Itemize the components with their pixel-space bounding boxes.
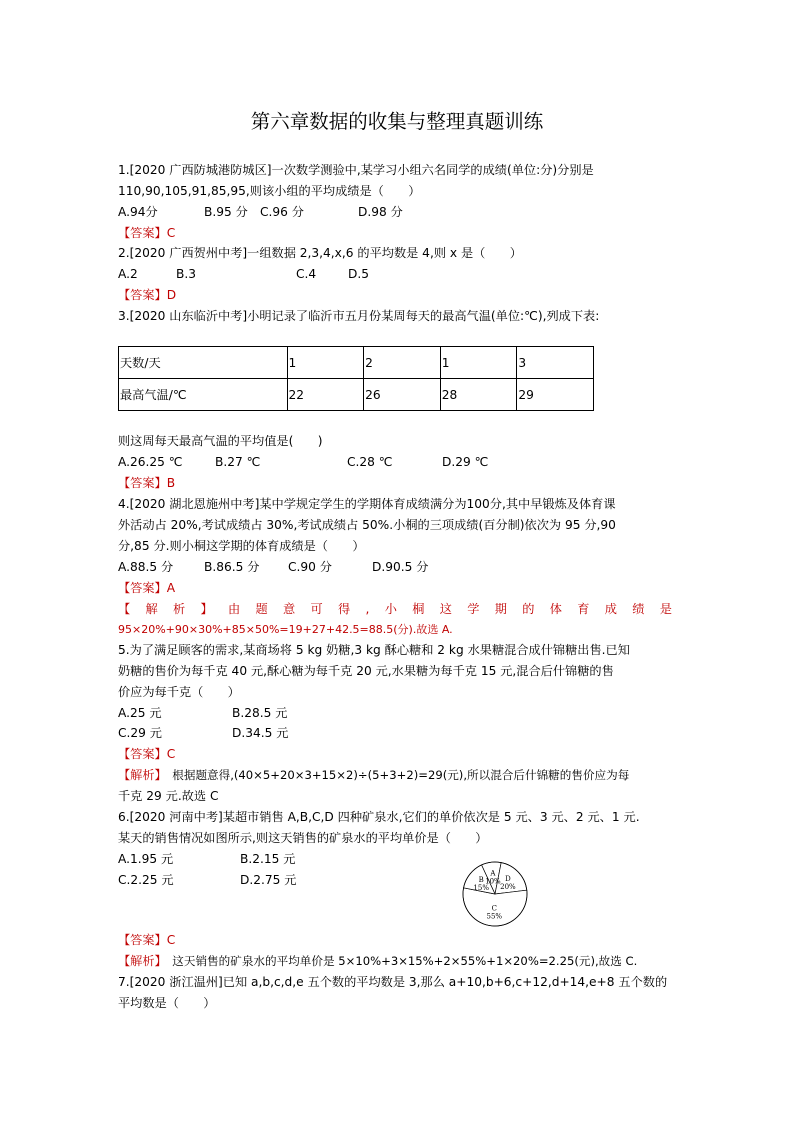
q4-option-a: A.88.5 分 xyxy=(118,560,174,574)
table-cell: 天数/天 xyxy=(119,347,288,379)
q1-option-c: C.96 分 xyxy=(260,205,304,219)
q6-option-c: C.2.25 元 xyxy=(118,873,174,887)
analysis-char: 成 xyxy=(604,602,617,616)
q5-answer: 【答案】C xyxy=(118,747,176,761)
q5-analysis-line-2: 千克 29 元.故选 C xyxy=(118,789,219,803)
q7-stem-line-1: 7.[2020 浙江温州]已知 a,b,c,d,e 五个数的平均数是 3,那么 a+10,b+6,c+12,d+14,e+8 五个数的 xyxy=(118,975,668,989)
analysis-label: 【解析】 xyxy=(118,954,161,968)
analysis-char: 题 xyxy=(255,602,268,616)
q2-option-a: A.2 xyxy=(118,267,138,281)
q2-option-c: C.4 xyxy=(296,267,317,281)
q1-stem-line-1: 1.[2020 广西防城港防城区]一次数学测验中,某学习小组六名同学的成绩(单位:分)分别是 xyxy=(118,163,594,177)
q6-answer: 【答案】C xyxy=(118,933,176,947)
q2-option-b: B.3 xyxy=(176,267,196,281)
table-cell: 1 xyxy=(287,347,364,379)
q4-option-b: B.86.5 分 xyxy=(204,560,260,574)
q1-option-a: A.94分 xyxy=(118,205,158,219)
q5-option-d: D.34.5 元 xyxy=(232,726,289,740)
q1-stem-line-2: 110,90,105,91,85,95,则该小组的平均成绩是（ ） xyxy=(118,184,421,198)
analysis-char: 期 xyxy=(494,602,507,616)
q4-stem-line-1: 4.[2020 湖北恩施州中考]某中学规定学生的学期体育成绩满分为100分,其中早锻炼及体育课 xyxy=(118,497,616,511)
table-row xyxy=(119,379,594,411)
analysis-char: 绩 xyxy=(632,602,645,616)
analysis-char: 桐 xyxy=(412,602,425,616)
q2-stem: 2.[2020 广西贺州中考]一组数据 2,3,4,x,6 的平均数是 4,则 x 是（ ） xyxy=(118,246,522,260)
table-cell: 最高气温/℃ xyxy=(119,379,288,411)
q3-option-a: A.26.25 ℃ xyxy=(118,455,183,469)
q5-option-a: A.25 元 xyxy=(118,706,162,720)
analysis-char: 是 xyxy=(659,602,672,616)
q5-stem-line-1: 5.为了满足顾客的需求,某商场将 5 kg 奶糖,3 kg 酥心糖和 2 kg 水果糖混合成什锦糖出售.已知 xyxy=(118,643,630,657)
analysis-char: 这 xyxy=(439,602,452,616)
pie-label-category: A xyxy=(490,869,496,878)
pie-label-category: D xyxy=(505,875,511,883)
analysis-char: 析 xyxy=(173,602,186,616)
table-cell: 29 xyxy=(517,379,594,411)
analysis-char: 意 xyxy=(283,602,296,616)
q4-analysis-line-1 xyxy=(118,601,672,617)
q3-option-d: D.29 ℃ xyxy=(442,455,489,469)
q5-analysis-line-1 xyxy=(118,767,629,783)
q3-option-b: B.27 ℃ xyxy=(215,455,261,469)
q4-stem-line-2: 外活动占 20%,考试成绩占 30%,考试成绩占 50%.小桐的三项成绩(百分制)依次为 95 分,90 xyxy=(118,518,616,532)
analysis-char: 可 xyxy=(310,602,323,616)
q4-option-d: D.90.5 分 xyxy=(372,560,429,574)
q1-option-d: D.98 分 xyxy=(358,205,403,219)
q5-option-c: C.29 元 xyxy=(118,726,162,740)
table-cell: 3 xyxy=(517,347,594,379)
q4-analysis-line-2: 95×20%+90×30%+85×50%=19+27+42.5=88.5(分).故选 A. xyxy=(118,623,453,636)
analysis-char: 【 xyxy=(118,602,131,616)
q3-question: 则这周每天最高气温的平均值是( ) xyxy=(118,434,323,448)
pie-label-percent: 15% xyxy=(473,884,489,893)
page-title: 第六章数据的收集与整理真题训练 xyxy=(250,110,544,133)
q1-answer: 【答案】C xyxy=(118,226,176,240)
analysis-char: 小 xyxy=(384,602,397,616)
analysis-char: 由 xyxy=(228,602,241,616)
analysis-text: 这天销售的矿泉水的平均单价是 5×10%+3×15%+2×55%+1×20%=2.25(元),故选 C. xyxy=(160,954,638,968)
q3-answer: 【答案】B xyxy=(118,476,176,490)
analysis-text: 根据题意得,(40×5+20×3+15×2)÷(5+3+2)=29(元),所以混合后什锦糖的售价应为每 xyxy=(160,768,630,782)
temperature-table xyxy=(118,346,594,411)
q6-option-a: A.1.95 元 xyxy=(118,852,174,866)
q5-option-b: B.28.5 元 xyxy=(232,706,288,720)
table-cell: 1 xyxy=(440,347,517,379)
analysis-char: 体 xyxy=(549,602,562,616)
q2-option-d: D.5 xyxy=(348,267,370,281)
pie-label-category: C xyxy=(491,904,497,913)
q6-analysis-line xyxy=(118,953,637,969)
q6-stem-line-2: 某天的销售情况如图所示,则这天销售的矿泉水的平均单价是（ ） xyxy=(118,831,488,845)
pie-label-category: B xyxy=(478,876,484,885)
pie-label-percent: 10% xyxy=(485,877,501,886)
table-cell: 2 xyxy=(364,347,441,379)
q4-option-c: C.90 分 xyxy=(288,560,332,574)
q1-option-b: B.95 分 xyxy=(204,205,248,219)
table-cell: 22 xyxy=(287,379,364,411)
analysis-char: 的 xyxy=(522,602,535,616)
analysis-char: 解 xyxy=(145,602,158,616)
table-cell: 28 xyxy=(440,379,517,411)
sales-pie-chart xyxy=(460,858,530,930)
q6-option-b: B.2.15 元 xyxy=(240,852,296,866)
q6-stem-line-1: 6.[2020 河南中考]某超市销售 A,B,C,D 四种矿泉水,它们的单价依次是 5 元、3 元、2 元、1 元. xyxy=(118,810,640,824)
q4-answer: 【答案】A xyxy=(118,581,176,595)
q6-option-d: D.2.75 元 xyxy=(240,873,297,887)
q5-stem-line-3: 价应为每千克（ ） xyxy=(118,685,240,699)
q3-option-c: C.28 ℃ xyxy=(347,455,393,469)
analysis-char: 学 xyxy=(467,602,480,616)
table-row xyxy=(119,347,594,379)
analysis-char: , xyxy=(365,602,370,616)
table-cell: 26 xyxy=(364,379,441,411)
q4-stem-line-3: 分,85 分.则小桐这学期的体育成绩是（ ） xyxy=(118,539,365,553)
analysis-char: 得 xyxy=(338,602,351,616)
analysis-char: 育 xyxy=(577,602,590,616)
pie-label-percent: 55% xyxy=(486,912,503,921)
pie-label-percent: 20% xyxy=(500,883,516,891)
analysis-char: 】 xyxy=(200,602,213,616)
analysis-label: 【解析】 xyxy=(118,768,161,782)
q7-stem-line-2: 平均数是（ ） xyxy=(118,996,216,1010)
q2-answer: 【答案】D xyxy=(118,288,177,302)
q3-stem: 3.[2020 山东临沂中考]小明记录了临沂市五月份某周每天的最高气温(单位:℃),列成下表: xyxy=(118,309,600,323)
q5-stem-line-2: 奶糖的售价为每千克 40 元,酥心糖为每千克 20 元,水果糖为每千克 15 元,混合后什锦糖的售 xyxy=(118,664,614,678)
